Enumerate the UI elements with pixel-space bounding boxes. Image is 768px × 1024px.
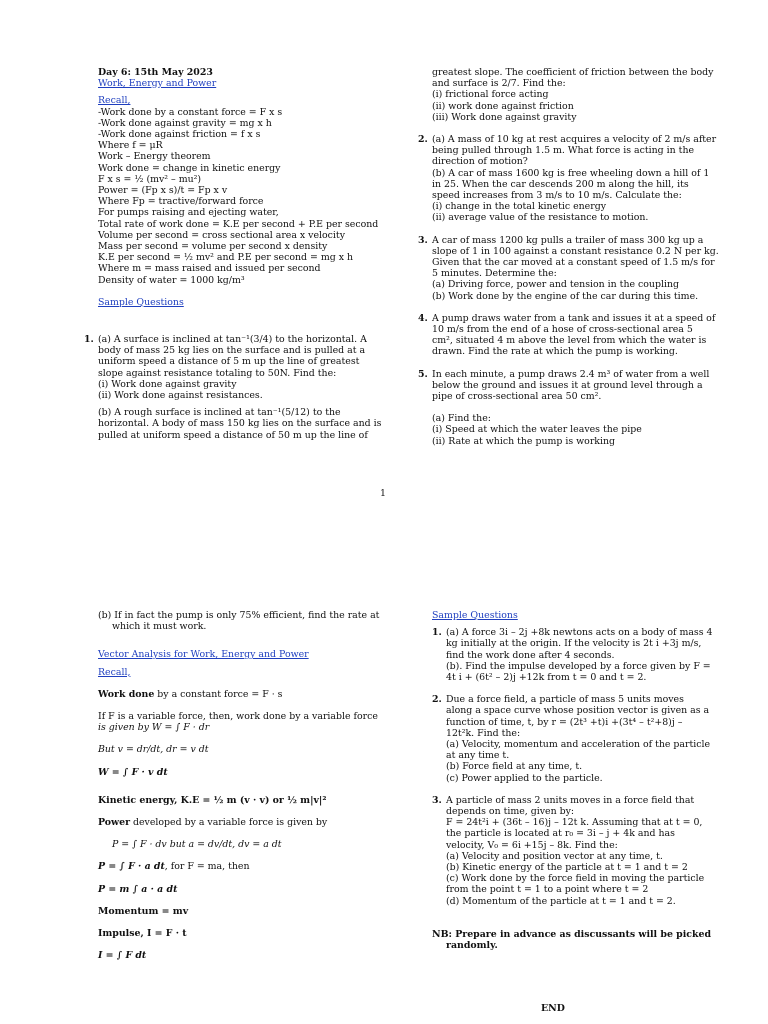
question-part: (b) Force field at any time, t. — [446, 761, 583, 773]
question-line: uniform speed a distance of 5 m up the line of greatest — [98, 356, 360, 368]
question-line: pulled at uniform speed a distance of 50 m up the line of — [98, 429, 368, 441]
question-number: 2. — [432, 694, 442, 706]
question-line: kg initially at the origin. If the velocity is 2t i +3j m/s, — [446, 638, 702, 650]
question-number: 1. — [84, 334, 94, 345]
nb-note: NB: Prepare in advance as discussants will be picked — [432, 928, 712, 940]
nb-note-continued: randomly. — [446, 940, 498, 952]
question-line: (ii) work done against friction — [432, 100, 574, 112]
question-line: (i) change in the total kinetic energy — [432, 201, 607, 213]
vector-question-3 — [432, 795, 722, 907]
question-line: greatest slope. The coefficient of friction between the body — [432, 67, 714, 78]
question-line: (a) A surface is inclined at tan⁻¹(3/4) to the horizontal. A — [98, 334, 367, 345]
power-formula-3: P = m ∫ a · a dt — [98, 883, 178, 895]
question-line: Due a force field, a particle of mass 5 units moves — [446, 694, 684, 706]
question-number: 5. — [418, 368, 428, 380]
variable-force-formula: is given by W = ∫ F · dr — [98, 722, 210, 734]
question-line: below the ground and issues it at ground level through a — [432, 379, 703, 391]
work-done-label: Work done — [98, 688, 155, 700]
question-body — [98, 334, 392, 441]
question-line: and surface is 2/7. Find the: — [432, 78, 566, 90]
power-formula-2: P = ∫ F · a dt — [98, 861, 165, 873]
question-1 — [84, 334, 392, 441]
question-line: A pump draws water from a tank and issues it at a speed of — [432, 312, 716, 324]
question-part: (b) Kinetic energy of the particle at t = 1 and t = 2 — [446, 862, 688, 874]
topic-link[interactable]: Work, Energy and Power — [98, 78, 217, 90]
question-part: (d) Momentum of the particle at t = 1 and t = 2. — [446, 895, 676, 907]
question-line: being pulled through 1.5 m. What force is acting in the — [432, 145, 695, 157]
question-line: along a space curve whose position vector is given as a — [446, 705, 710, 717]
question-number: 3. — [418, 234, 428, 246]
power-formula-2-note: , for F = ma, then — [164, 861, 250, 873]
question-line: A particle of mass 2 units moves in a force field that — [446, 794, 695, 806]
page1-right-column — [418, 67, 718, 447]
work-done-formula: by a constant force = F · s — [154, 688, 283, 700]
power-text: developed by a variable force is given by — [130, 817, 328, 829]
recall-line: -Work done against gravity = mg x h — [98, 117, 272, 129]
impulse-formula: Impulse, I = F · t — [98, 928, 187, 940]
question-line: A car of mass 1200 kg pulls a trailer of mass 300 kg up a — [432, 234, 704, 246]
question-line: (a) Driving force, power and tension in the coupling — [432, 279, 679, 291]
recall-line: For pumps raising and ejecting water, — [98, 207, 279, 219]
page2-left-column — [98, 610, 388, 961]
page-2 — [0, 512, 768, 1024]
power-formula-2-line — [98, 861, 388, 872]
kinetic-energy-formula: Kinetic energy, K.E = ½ m (v · v) or ½ m|v|² — [98, 794, 327, 806]
question-line: function of time, t, by r = (2t³ +t)i +(3t⁴ – t²+8)j – — [446, 716, 683, 728]
question-line: 10 m/s from the end of a hose of cross-sectional area 5 — [432, 324, 693, 336]
recall-heading[interactable]: Recall, — [98, 95, 131, 107]
question-line: find the work done after 4 seconds. — [446, 649, 615, 661]
question-5-parts — [418, 413, 718, 447]
page-number: 1 — [380, 488, 386, 499]
recall-line: Work – Energy theorem — [98, 151, 211, 163]
question-part: (c) Work done by the force field in moving the particle — [446, 873, 705, 885]
question-line: In each minute, a pump draws 2.4 m³ of water from a well — [432, 368, 710, 380]
recall-line: Work done = change in kinetic energy — [98, 162, 281, 174]
recall-line: -Work done against friction = f x s — [98, 129, 261, 141]
question-line: horizontal. A body of mass 150 kg lies on the surface and is — [98, 418, 382, 430]
question-line: F = 24t²i + (36t – 16)j – 12t k. Assuming that at t = 0, — [446, 817, 703, 829]
power-formula-1: P = ∫ F · dv but a = dv/dt, dv = a dt — [112, 839, 282, 851]
end-marker: END — [541, 1003, 565, 1014]
recall-line: Where Fp = tractive/forward force — [98, 196, 264, 208]
question-line: (b) If in fact the pump is only 75% efficient, find the rate at — [98, 610, 380, 621]
question-part: (a) Velocity, momentum and acceleration of the particle — [446, 739, 711, 751]
question-line: velocity, V₀ = 6i +15j – 8k. Find the: — [446, 839, 618, 851]
vector-question-2 — [432, 694, 722, 784]
recall-line: Where f = μR — [98, 140, 163, 152]
question-line: which it must work. — [112, 621, 207, 633]
question-number: 2. — [418, 134, 428, 146]
recall-line: K.E per second = ½ mv² and P.E per second = mg x h — [98, 252, 354, 264]
question-number: 4. — [418, 312, 428, 324]
work-constant-force-line — [98, 689, 388, 700]
question-line: drawn. Find the rate at which the pump is working. — [432, 346, 678, 358]
question-line: body of mass 25 kg lies on the surface and is pulled at a — [98, 345, 366, 357]
vector-question-1 — [432, 627, 722, 683]
question-line: slope against resistance totaling to 50N. Find the: — [98, 367, 337, 379]
question-line: (i) Work done against gravity — [98, 378, 237, 390]
question-line: (ii) Rate at which the pump is working — [432, 435, 616, 447]
question-line: the particle is located at r₀ = 3i – j + 4k and has — [446, 828, 675, 840]
question-line: (ii) Work done against resistances. — [98, 390, 263, 402]
question-2 — [418, 134, 718, 224]
recall-line: Power = (Fp x s)/t = Fp x v — [98, 185, 228, 197]
question-part: (c) Power applied to the particle. — [446, 772, 603, 784]
question-1-continued — [418, 67, 718, 123]
question-line: cm², situated 4 m above the level from which the water is — [432, 335, 707, 347]
velocity-formula: But v = dr/dt, dr = v dt — [98, 744, 209, 756]
question-line: (b) A car of mass 1600 kg is free wheeling down a hill of 1 — [432, 167, 710, 179]
question-line: 5 minutes. Determine the: — [432, 268, 557, 280]
question-line: (b). Find the impulse developed by a force given by F = — [446, 660, 711, 672]
page1-left-column — [98, 67, 378, 314]
day-title: Day 6: 15th May 2023 — [98, 67, 213, 78]
recall-line: Total rate of work done = K.E per second + P.E per second — [98, 218, 379, 230]
question-part: from the point t = 1 to a point where t = 2 — [446, 884, 649, 896]
question-line: (a) Find the: — [432, 413, 491, 425]
power-label: Power — [98, 817, 131, 829]
question-number: 3. — [432, 794, 442, 806]
momentum-formula: Momentum = mv — [98, 905, 189, 917]
recall-line: Volume per second = cross sectional area x velocity — [98, 229, 345, 241]
question-line: depends on time, given by: — [446, 806, 575, 818]
recall-heading[interactable]: Recall, — [98, 666, 131, 678]
recall-line: Where m = mass raised and issued per second — [98, 263, 321, 275]
question-line: speed increases from 3 m/s to 10 m/s. Calculate the: — [432, 190, 682, 202]
recall-line: F x s = ½ (mv² – mu²) — [98, 173, 202, 185]
question-4 — [418, 313, 718, 358]
question-line: in 25. When the car descends 200 m along the hill, its — [432, 178, 689, 190]
power-line — [98, 817, 388, 828]
question-line: direction of motion? — [432, 156, 528, 168]
recall-line: Mass per second = volume per second x density — [98, 241, 328, 253]
question-line: (iii) Work done against gravity — [432, 111, 577, 123]
question-line: pipe of cross-sectional area 50 cm². — [432, 391, 602, 403]
question-line: slope of 1 in 100 against a constant resistance 0.2 N per kg. — [432, 245, 719, 257]
question-5 — [418, 369, 718, 403]
recall-list — [98, 107, 378, 286]
sample-questions-heading[interactable]: Sample Questions — [98, 296, 184, 308]
question-5b — [98, 610, 388, 632]
page2-right-column — [432, 610, 722, 951]
question-line: (a) A force 3i – 2j +8k newtons acts on a body of mass 4 — [446, 627, 713, 639]
question-3 — [418, 235, 718, 302]
recall-line: -Work done by a constant force = F x s — [98, 106, 283, 118]
question-line: (a) A mass of 10 kg at rest acquires a velocity of 2 m/s after — [432, 134, 717, 146]
question-line: (i) frictional force acting — [432, 89, 549, 101]
work-velocity-formula: W = ∫ F · v dt — [98, 766, 168, 778]
question-line: 12t²k. Find the: — [446, 727, 521, 739]
impulse-integral-formula: I = ∫ F dt — [98, 950, 147, 962]
variable-force-line: If F is a variable force, then, work done by a variable force — [98, 711, 378, 723]
question-line: Given that the car moved at a constant speed of 1.5 m/s for — [432, 257, 715, 269]
question-line: (b) Work done by the engine of the car during this time. — [432, 290, 699, 302]
question-part: at any time t. — [446, 750, 510, 762]
question-number: 1. — [432, 627, 442, 639]
recall-line: Density of water = 1000 kg/m³ — [98, 274, 245, 286]
question-line: (b) A rough surface is inclined at tan⁻¹(5/12) to the — [98, 407, 341, 419]
question-line: 4t i + (6t² – 2)j +12k from t = 0 and t = 2. — [446, 672, 647, 684]
sample-questions-heading[interactable]: Sample Questions — [432, 610, 518, 621]
vector-analysis-heading[interactable]: Vector Analysis for Work, Energy and Power — [98, 649, 309, 661]
question-line: (ii) average value of the resistance to motion. — [432, 212, 649, 224]
question-line: (i) Speed at which the water leaves the pipe — [432, 424, 642, 436]
question-part: (a) Velocity and position vector at any time, t. — [446, 850, 663, 862]
